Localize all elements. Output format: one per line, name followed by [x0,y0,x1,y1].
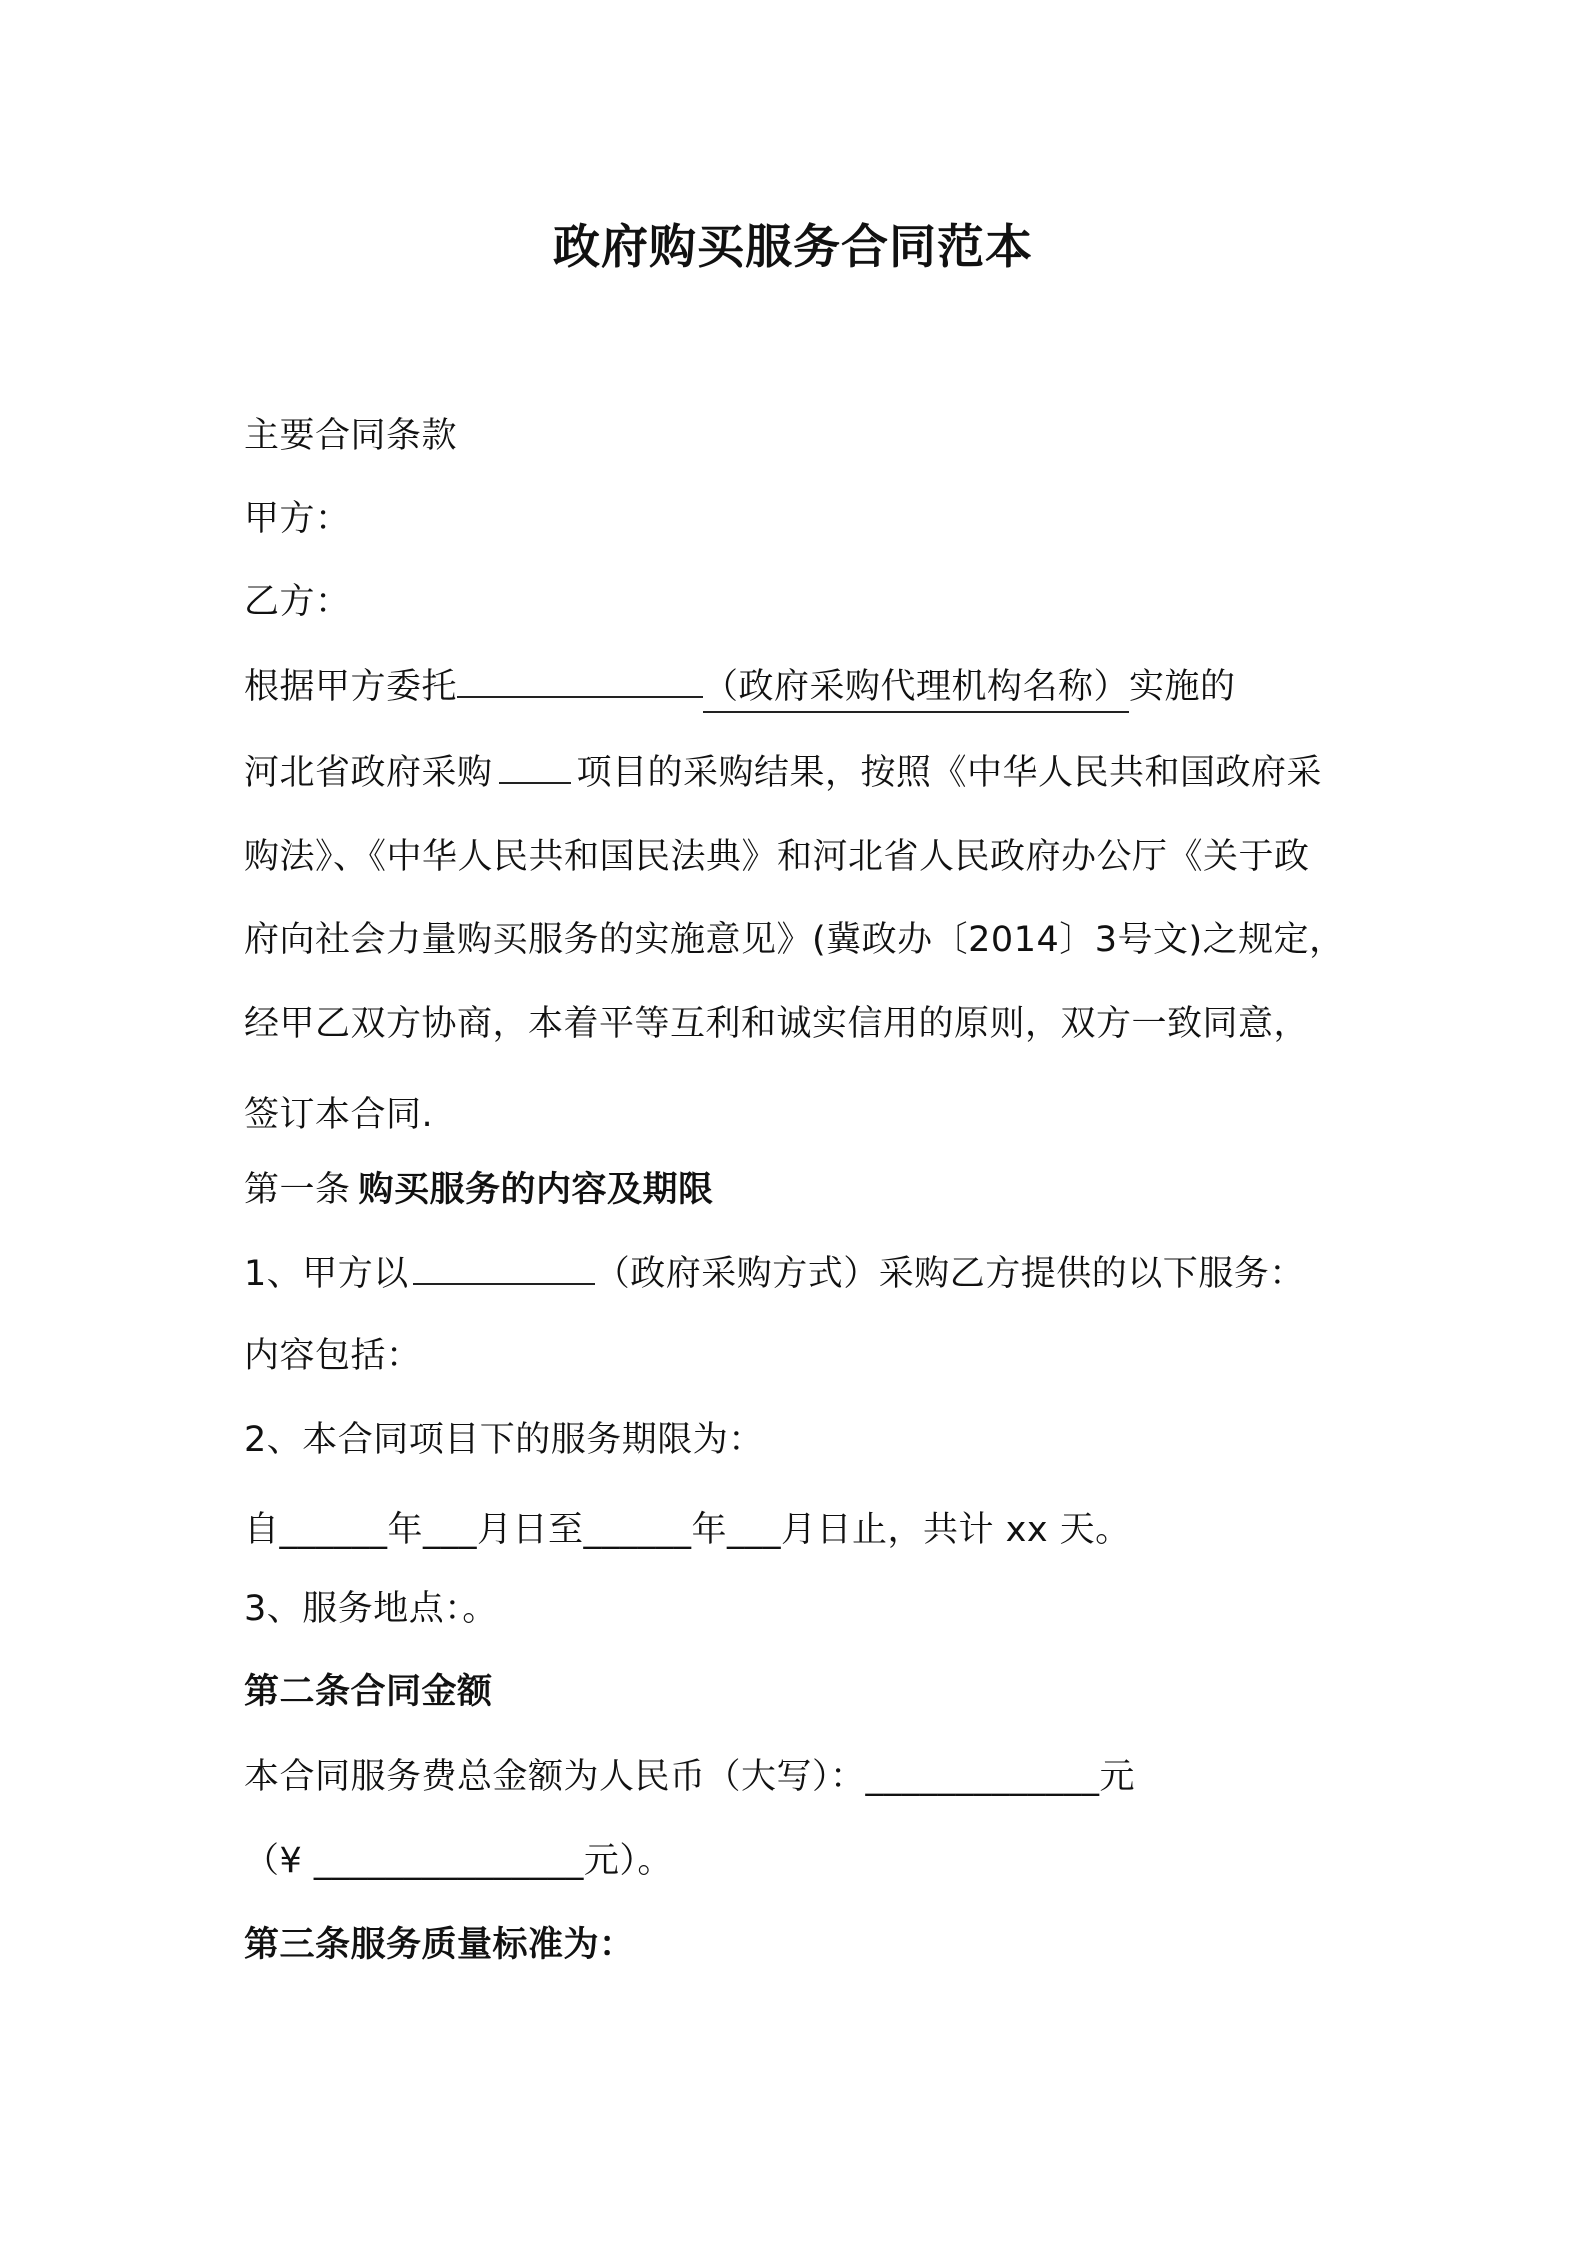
article-1-title: 购买服务的内容及期限 [358,1170,714,1210]
section-heading-main-terms: 主要合同条款 [244,416,458,456]
party-b-label: 乙方： [244,582,351,622]
service-period: 自______年___月日至______年___月日止，共计 xx 天。 [244,1510,1131,1550]
intro-line-4: 府向社会力量购买服务的实施意见》(冀政办〔2014〕3号文)之规定， [244,920,1345,960]
article-1-heading [244,1168,714,1212]
article-3-heading: 第三条服务质量标准为： [244,1925,635,1965]
contract-amount-words: 本合同服务费总金额为人民币（大写）：_____________元 [244,1757,1136,1797]
intro-line-3: 购法》、《中华人民共和国民法典》和河北省人民政府办公厅《关于政 [244,837,1310,877]
document-title: 政府购买服务合同范本 [553,220,1033,275]
procurement-method-blank [413,1253,595,1285]
item-text: 1、甲方以 [244,1254,409,1294]
article-1-item-2: 2、本合同项目下的服务期限为： [244,1420,764,1460]
intro-line-5: 经甲乙双方协商，本着平等互利和诚实信用的原则，双方一致同意， [244,1004,1310,1044]
article-1-label: 第一条 [244,1170,351,1210]
article-2-heading: 第二条合同金额 [244,1672,493,1712]
article-1-item-1 [244,1252,1305,1296]
article-1-content: 内容包括： [244,1336,422,1376]
intro-line-1 [244,665,1236,709]
intro-line-6: 签订本合同. [244,1095,434,1135]
intro-text: 项目的采购结果，按照《中华人民共和国政府采 [576,753,1323,793]
agency-name-label: （政府采购代理机构名称） [703,667,1129,713]
contract-amount-number: （¥ _______________元）。 [244,1841,673,1881]
project-blank [499,752,571,784]
intro-text: 河北省政府采购 [244,753,493,793]
intro-text: 根据甲方委托 [244,667,458,707]
intro-text: 实施的 [1129,667,1236,707]
item-text: （政府采购方式）采购乙方提供的以下服务： [594,1254,1305,1294]
party-a-label: 甲方： [244,499,351,539]
agency-blank [457,666,703,698]
article-1-item-3: 3、服务地点：。 [244,1589,498,1629]
intro-line-2 [244,751,1322,795]
